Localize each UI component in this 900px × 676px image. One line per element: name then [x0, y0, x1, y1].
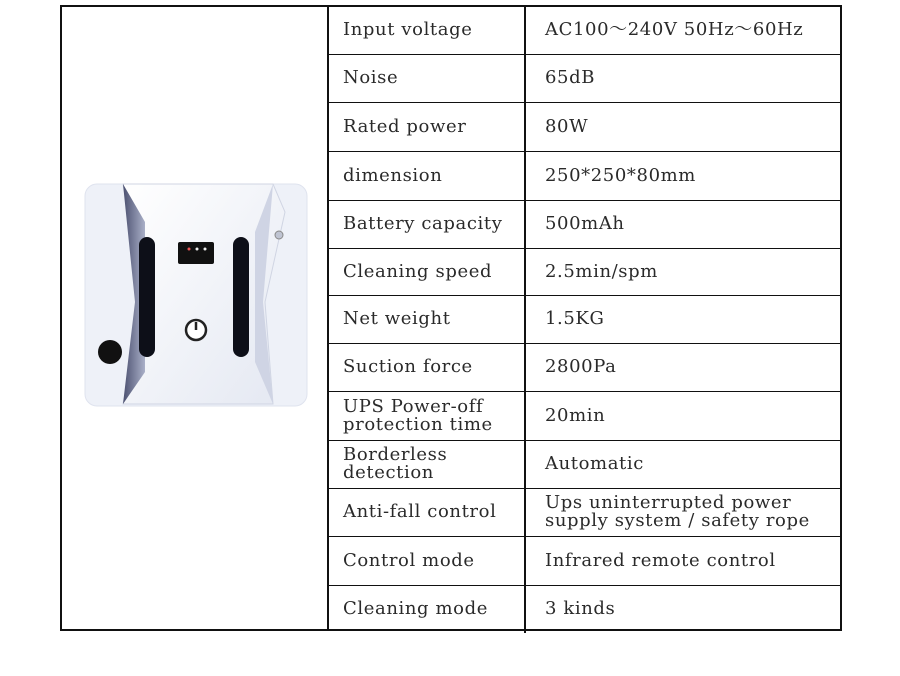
table-row	[327, 440, 840, 488]
table-row	[327, 248, 840, 295]
table-row	[327, 343, 840, 391]
table-row	[327, 54, 840, 102]
table-row	[327, 585, 840, 633]
window-cleaning-robot-icon	[83, 182, 309, 408]
spec-value: AC100～240V 50Hz～60Hz	[525, 7, 840, 54]
table-row	[327, 151, 840, 200]
spec-label: UPS Power-off protection time	[327, 391, 525, 440]
spec-value: Infrared remote control	[525, 536, 840, 585]
spec-value: 250*250*80mm	[525, 151, 840, 200]
product-image-cell	[62, 7, 329, 629]
spec-label: Rated power	[327, 102, 525, 151]
spec-table	[327, 7, 840, 633]
spec-label: Cleaning mode	[327, 585, 525, 633]
spec-label: Battery capacity	[327, 200, 525, 248]
table-row	[327, 295, 840, 343]
spec-label: Control mode	[327, 536, 525, 585]
spec-value: 3 kinds	[545, 598, 616, 620]
table-row	[327, 391, 840, 440]
spec-value: 1.5KG	[525, 295, 840, 343]
table-row	[327, 7, 840, 54]
spec-value: 65dB	[525, 54, 840, 102]
spec-label: Borderless detection	[327, 440, 525, 488]
spec-value: Ups uninterrupted power supply system / safety rope	[525, 488, 840, 536]
spec-sheet	[60, 5, 842, 631]
spec-value: 80W	[525, 102, 840, 151]
table-row	[327, 102, 840, 151]
spec-value: Automatic	[525, 440, 840, 488]
spec-value: 20min	[525, 391, 840, 440]
spec-label: Net weight	[327, 295, 525, 343]
spec-value: 500mAh	[525, 200, 840, 248]
spec-label: Noise	[327, 54, 525, 102]
table-row	[327, 536, 840, 585]
spec-value: 2800Pa	[525, 343, 840, 391]
spec-label: Input voltage	[327, 7, 525, 54]
spec-label: Cleaning speed	[327, 248, 525, 295]
spec-value: 2.5min/spm	[525, 248, 840, 295]
table-row	[327, 200, 840, 248]
spec-label: dimension	[327, 151, 525, 200]
spec-label: Anti-fall control	[327, 488, 525, 536]
table-row	[327, 488, 840, 536]
spec-label: Suction force	[327, 343, 525, 391]
